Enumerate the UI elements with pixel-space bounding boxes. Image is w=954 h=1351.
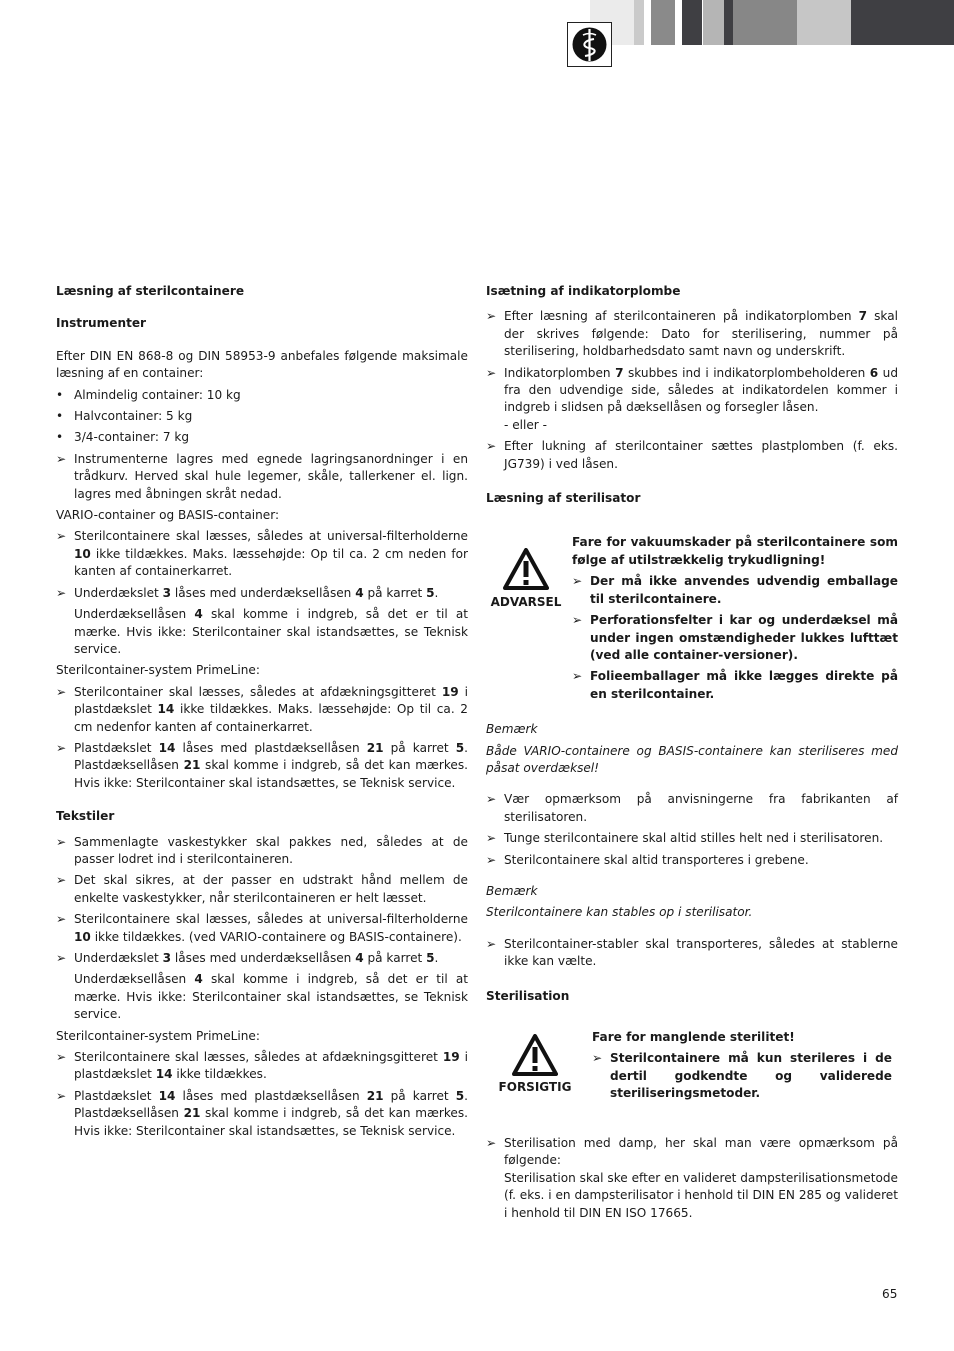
note-label: Bemærk — [486, 883, 538, 898]
page-number: 65 — [882, 1287, 898, 1301]
vario-label: VARIO-container og BASIS-container: — [56, 508, 280, 523]
warning-triangle-icon — [503, 548, 549, 590]
list-item: ➢ Sterilcontainere skal altid transporteres i grebene. — [486, 852, 898, 869]
bullet-icon: • — [56, 409, 64, 424]
subheading-sterilizer-loading: Læsning af sterilisator — [486, 491, 641, 506]
bullet-icon: • — [56, 387, 64, 402]
header-bar — [682, 0, 702, 45]
note-text: Sterilcontainere kan stables op i sterilisator. — [486, 905, 753, 920]
caution-box — [486, 1029, 898, 1113]
list-item: ➢ Folieemballager må ikke lægges direkte på en sterilcontainer. — [572, 669, 898, 701]
list-item: ➢ Underdækslet 3 låses med underdæksellåsen 4 på karret 5. — [56, 585, 468, 602]
list-item: • 3/4-container: 7 kg — [56, 429, 468, 446]
list-item: ➢ Plastdækslet 14 låses med plastdæksellåsen 21 på karret 5. Plastdæksellåsen 21 skal komme i indgreb, så det kan mærkes. Hvis ikke: Sterilcontainer skal istandsættes, se Teknisk service. — [56, 1088, 468, 1138]
subheading-textiles: Tekstiler — [56, 809, 115, 824]
arrow-icon: ➢ — [486, 439, 497, 454]
right-column — [486, 283, 898, 1226]
arrow-icon: ➢ — [486, 852, 497, 867]
arrow-icon: ➢ — [572, 574, 583, 589]
arrow-icon: ➢ — [572, 613, 583, 628]
header-bar — [733, 0, 797, 45]
arrow-icon: ➢ — [56, 451, 67, 466]
caution-triangle-icon — [512, 1034, 558, 1076]
list-item: ➢ Tunge sterilcontainere skal altid stilles helt ned i sterilisatoren. — [486, 830, 898, 847]
subheading-sterilisation: Sterilisation — [486, 988, 570, 1003]
arrow-icon: ➢ — [56, 951, 67, 965]
aesculap-staff-logo-icon — [567, 22, 612, 67]
arrow-icon: ➢ — [592, 1051, 603, 1066]
list-item: ➢ Perforationsfelter i kar og underdæksel må under ingen omstændigheder lukkes lufttæt (ved alle container-versioner). — [572, 613, 898, 662]
header-bar — [651, 0, 675, 45]
list-item: ➢ Det skal sikres, at der passer en udstrakt hånd mellem de enkelte vaskestykker, når sterilcontaineren er helt læsset. — [56, 873, 468, 905]
list-item-continuation: Underdæksellåsen 4 skal komme i indgreb, så det er til at mærke. Hvis ikke: Sterilcontainer skal istandsættes, se Teknisk service. — [74, 972, 468, 1022]
caution-label: FORSIGTIG — [498, 1080, 572, 1095]
arrow-icon: ➢ — [56, 912, 67, 927]
list-item: • Almindelig container: 10 kg — [56, 387, 468, 404]
list-item: ➢ Efter lukning af sterilcontainer sættes plastplomben (f. eks. JG739) i ved låsen. — [486, 439, 898, 471]
primeline-label: Sterilcontainer-system PrimeLine: — [56, 1028, 260, 1043]
header-bar — [851, 0, 954, 45]
arrow-icon: ➢ — [486, 792, 497, 807]
list-item: ➢ Sterilcontainere skal læsses, således at universal-filterholderne 10 ikke tildækkes. Maks. læssehøjde: Op til ca. 2 cm neden for kanten af containerkarret. — [56, 529, 468, 579]
arrow-icon: ➢ — [56, 1088, 67, 1103]
subheading-instruments: Instrumenter — [56, 316, 147, 331]
arrow-icon: ➢ — [486, 309, 497, 324]
header-bar — [703, 0, 724, 45]
primeline-label: Sterilcontainer-system PrimeLine: — [56, 663, 260, 678]
arrow-icon: ➢ — [56, 740, 67, 755]
list-item: ➢ Efter læsning af sterilcontaineren på indikatorplomben 7 skal der skrives følgende: Dato for sterilisering, nummer på sterilisering, holdbarhedsdato samt navn og underskrift. — [486, 309, 898, 359]
header-bar — [797, 0, 851, 45]
warning-label: ADVARSEL — [490, 594, 562, 609]
instr-intro: Efter DIN EN 868-8 og DIN 58953-9 anbefales følgende maksimale læsning af en container: — [56, 348, 468, 381]
warning-box — [486, 534, 898, 703]
note-text: Både VARIO-containere og BASIS-containere kan steriliseres med påsat overdæksel! — [486, 743, 898, 775]
list-item-continuation: Underdæksellåsen 4 skal komme i indgreb, så det er til at mærke. Hvis ikke: Sterilcontainer skal istandsættes, se Teknisk service. — [74, 607, 468, 656]
caution-icon-block — [486, 1034, 584, 1097]
list-item: ➢ Sterilcontainere må kun sterileres i de dertil godkendte og validerede steriliseringsmetoder. — [592, 1051, 892, 1101]
arrow-icon: ➢ — [56, 873, 67, 888]
list-item: • Halvcontainer: 5 kg — [56, 408, 468, 425]
arrow-icon: ➢ — [572, 669, 583, 684]
caution-text — [592, 1029, 892, 1103]
arrow-icon: ➢ — [56, 1050, 67, 1065]
arrow-icon: ➢ — [486, 365, 497, 380]
arrow-icon: ➢ — [56, 684, 67, 699]
note-label: Bemærk — [486, 722, 538, 737]
header-bar — [634, 0, 644, 45]
bullet-icon: • — [56, 430, 64, 445]
list-item: ➢ Sterilisation med damp, her skal man være opmærksom på følgende: Sterilisation skal ske efter en valideret dampsterilisationsmetode (f. eks. i en dampsterilisator i henhold til DIN EN 285 og valideret i henhold til DIN EN ISO 17665. — [486, 1136, 898, 1220]
list-item: ➢ Plastdækslet 14 låses med plastdæksellåsen 21 på karret 5. Plastdæksellåsen 21 skal komme i indgreb, så det kan mærkes. Hvis ikke: Sterilcontainer skal istandsættes, se Teknisk service. — [56, 740, 468, 790]
caution-title: Fare for manglende sterilitet! — [592, 1030, 795, 1044]
arrow-icon: ➢ — [486, 936, 497, 951]
arrow-icon: ➢ — [56, 529, 67, 544]
header-bar — [724, 0, 733, 45]
list-item: ➢ Sterilcontainere skal læsses, således at universal-filterholderne 10 ikke tildækkes. (ved VARIO-containere og BASIS-containere). — [56, 912, 468, 944]
list-item: ➢ Sterilcontainere skal læsses, således at afdækningsgitteret 19 i plastdækslet 14 ikke tildækkes. — [56, 1050, 468, 1082]
list-item: ➢ Underdækslet 3 låses med underdæksellåsen 4 på karret 5. — [56, 950, 468, 967]
list-item: ➢ Vær opmærksom på anvisningerne fra fabrikanten af sterilisatoren. — [486, 792, 898, 824]
warning-icon-block — [486, 548, 566, 611]
arrow-icon: ➢ — [486, 1136, 497, 1150]
list-item: ➢ Instrumenterne lagres med egnede lagringsanordninger i en trådkurv. Herved skal hule legemer, skåle, tallerkener el. lign. lagres med åbningen skråt nedad. — [56, 451, 468, 501]
list-item: ➢ Sammenlagte vaskestykker skal pakkes ned, således at de passer lodret ind i sterilcontaineren. — [56, 834, 468, 866]
arrow-icon: ➢ — [56, 834, 67, 849]
list-item: ➢ Sterilcontainer-stabler skal transporteres, således at stablerne ikke kan vælte. — [486, 936, 898, 969]
list-item: ➢ Indikatorplomben 7 skubbes ind i indikatorplombeholderen 6 ud fra den udvendige side, således at indikatordelen kommer i indgreb i slidsen på dæksellåsen og forsegler låsen. - eller - — [486, 365, 898, 432]
subheading-indicator: Isætning af indikatorplombe — [486, 284, 681, 298]
warning-text — [572, 534, 898, 703]
list-item: ➢ Sterilcontainer skal læsses, således at afdækningsgitteret 19 i plastdækslet 14 ikke tildækkes. Maks. læssehøjde: Op til ca. 2 cm nedenfor kanten af containerkarret. — [56, 684, 469, 734]
arrow-icon: ➢ — [486, 831, 497, 846]
section-heading-loading: Læsning af sterilcontainere — [56, 284, 245, 298]
list-item: ➢ Der må ikke anvendes udvendig emballage til sterilcontainere. — [572, 574, 898, 606]
warning-title: Fare for vakuumskader på sterilcontainere som følge af utilstrækkelig trykudligning! — [572, 535, 898, 567]
left-column — [56, 283, 468, 1144]
arrow-icon: ➢ — [56, 585, 67, 600]
